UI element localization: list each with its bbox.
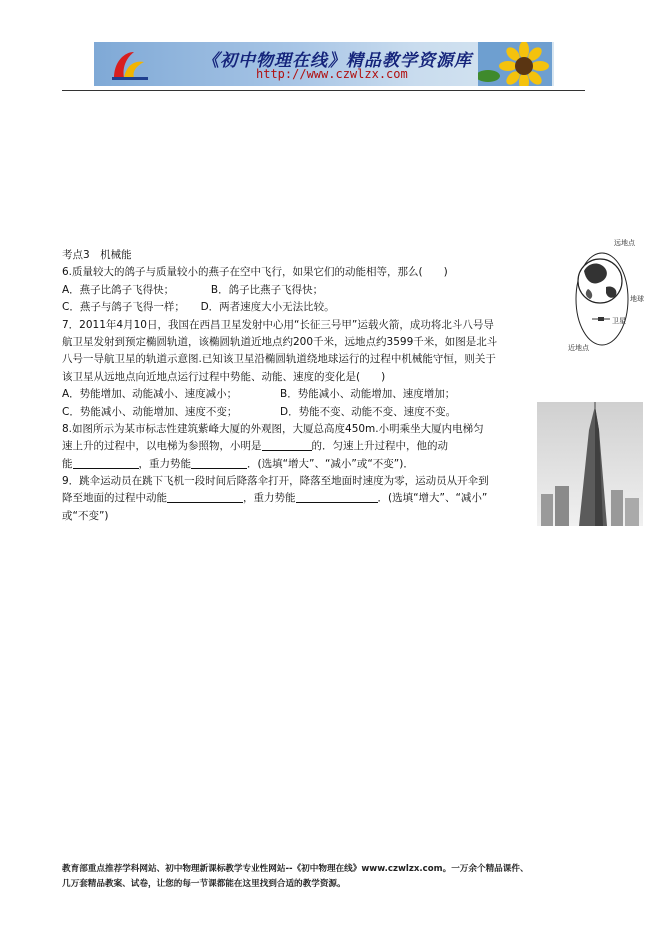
sunflower-icon [478, 42, 552, 86]
q7-option-a: A．势能增加、动能减小、速度减小； [62, 388, 238, 401]
q7-line1: 7．2011年4月10日，我国在西昌卫星发射中心用“长征三号甲”运载火箭，成功将北斗八号导 [62, 318, 494, 331]
footer-line2: 几万套精品教案、试卷，让您的每一节课都能在这里找到合适的教学资源。 [62, 879, 346, 889]
q8-line2 [62, 438, 532, 455]
q7-line4: 该卫星从远地点向近地点运行过程中势能、动能、速度的变化是( ) [62, 370, 386, 383]
q9-line2 [62, 490, 532, 507]
question-content [62, 247, 532, 525]
q7-option-d: D．势能不变、动能不变、速度不变。 [280, 405, 457, 418]
q9-line2-text-b: ，重力势能 [243, 492, 296, 505]
q8-line3 [62, 456, 532, 473]
q9-blank-potential[interactable] [296, 490, 378, 503]
site-logo-icon [108, 48, 152, 82]
q6-stem: 6.质量较大的鸽子与质量较小的燕子在空中飞行，如果它们的动能相等，那么( ) [62, 266, 448, 279]
banner-title: 《初中物理在线》精品教学资源库 [202, 51, 472, 71]
label-earth: 地球 [630, 295, 644, 303]
q7-options-row2 [62, 404, 532, 421]
q8-line3-text-b: ，重力势能 [138, 457, 191, 470]
footer-line1: 教育部重点推荐学科网站、初中物理新课标教学专业性网站--《初中物理在线》www.czwlzx.com。一万余个精品课件、 [62, 864, 529, 874]
header-rule [62, 90, 585, 91]
q7-options-row1 [62, 386, 532, 403]
q8-line2-text-a: 速上升的过程中，以电梯为参照物，小明是 [62, 440, 262, 453]
q9-line2-text-a: 降至地面的过程中动能 [62, 492, 167, 505]
q8-line3-text-c: ．(选填“增大”、“减小”或“不变”)． [247, 457, 414, 470]
satellite-icon [592, 317, 610, 321]
q8-blank-kinetic[interactable] [73, 456, 139, 469]
label-near: 近地点 [568, 344, 589, 352]
q8-line1: 8.如图所示为某市标志性建筑紫峰大厦的外观图，大厦总高度450m.小明乘坐大厦内电梯匀 [62, 422, 484, 435]
banner-url[interactable]: http://www.czwlzx.com [256, 67, 408, 81]
q9-blank-kinetic[interactable] [167, 490, 243, 503]
q9-line3: 或“不变”) [62, 509, 109, 522]
q7-line3: 八号一导航卫星的轨道示意图.已知该卫星沿椭圆轨道绕地球运行的过程中机械能守恒，则关于 [62, 353, 496, 366]
q8-blank-potential[interactable] [191, 456, 247, 469]
q7-line2: 航卫星发射到预定椭圆轨道，该椭圆轨道近地点约200千米，远地点约3599千米，如图是北斗 [62, 335, 498, 348]
header-banner [94, 42, 554, 86]
q6-options-row2: C．燕子与鸽子飞得一样； D．两者速度大小无法比较。 [62, 301, 335, 314]
q8-line2-text-b: 的．匀速上升过程中，他的动 [311, 440, 448, 453]
page-footer [62, 862, 622, 892]
label-far: 远地点 [614, 239, 635, 247]
q7-option-c: C．势能减小、动能增加、速度不变； [62, 405, 238, 418]
q9-line1: 9．跳伞运动员在跳下飞机一段时间后降落伞打开，降落至地面时速度为零，运动员从开伞到 [62, 475, 489, 488]
q6-options-row1: A．燕子比鸽子飞得快； B．鸽子比燕子飞得快； [62, 283, 324, 296]
q9-line2-text-c: ．(选填“增大”、“减小” [377, 492, 488, 505]
q7-option-b: B．势能减小、动能增加、速度增加； [280, 388, 456, 401]
label-satellite: 卫星 [612, 317, 626, 325]
q8-blank-reference[interactable] [262, 438, 312, 451]
section-heading: 考点3 机械能 [62, 249, 132, 261]
q8-line3-text-a: 能 [62, 457, 73, 470]
skyscraper-photo [537, 402, 643, 526]
satellite-orbit-figure [568, 231, 650, 353]
